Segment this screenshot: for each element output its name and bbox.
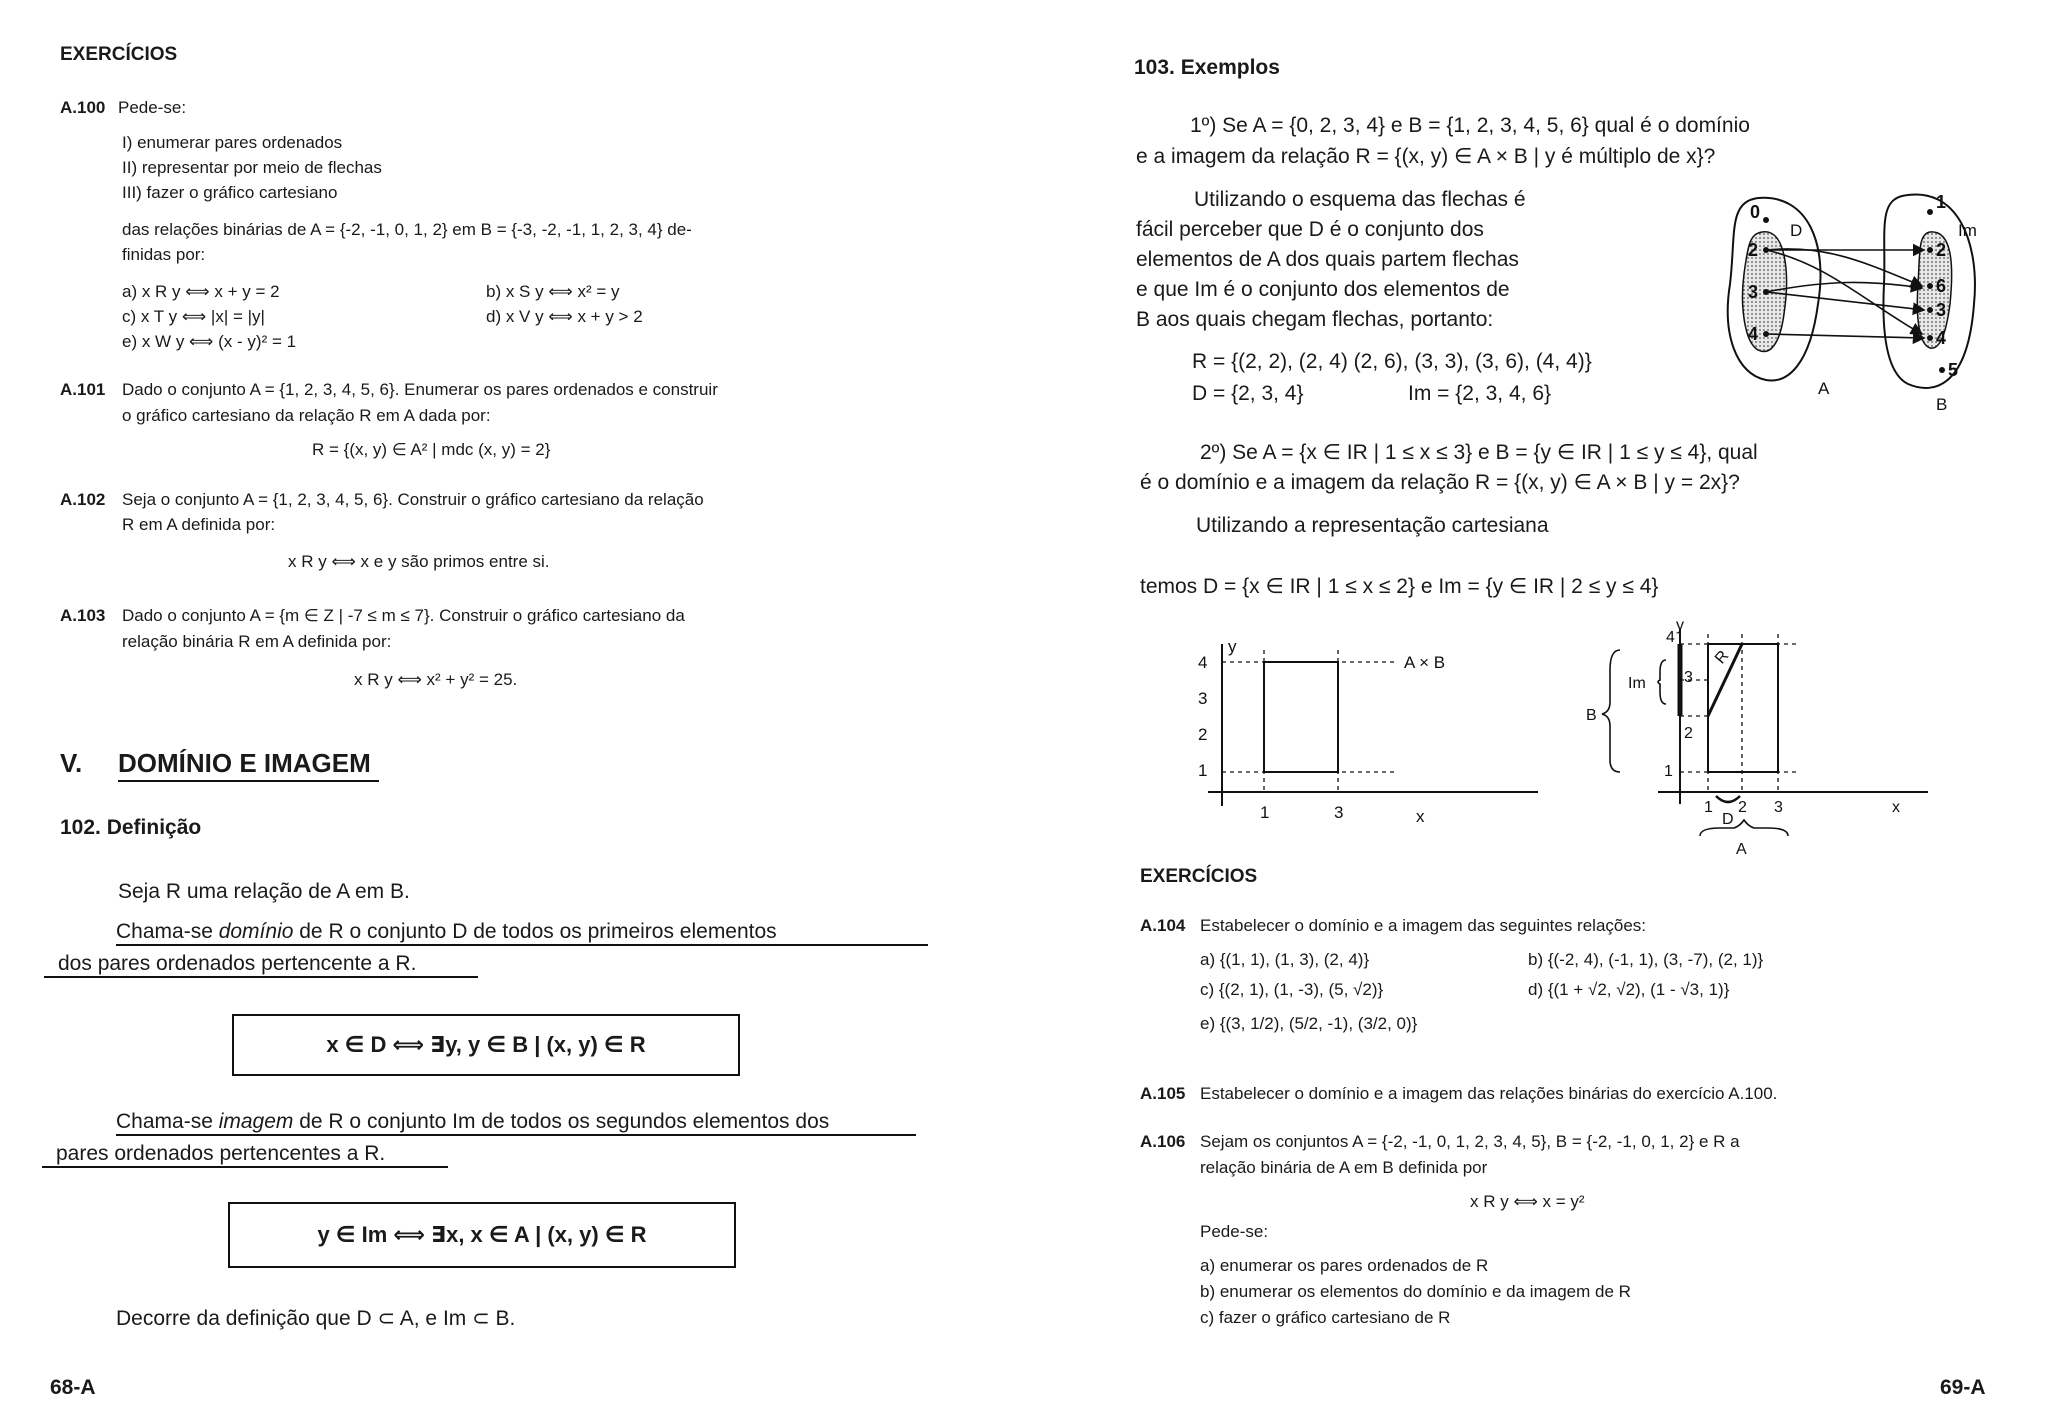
set-b-label: B	[1936, 395, 1948, 414]
exercise-code: A.102	[60, 490, 106, 509]
b-element: 1	[1936, 192, 1947, 212]
exercise-code: A.106	[1140, 1132, 1186, 1151]
y-tick: 3	[1684, 669, 1693, 686]
y-tick: 4	[1198, 653, 1208, 672]
paragraph-line: Pede-se:	[1200, 1222, 1269, 1241]
list-item: c) fazer o gráfico cartesiano de R	[1200, 1308, 1451, 1327]
paragraph-line: das relações binárias de A = {-2, -1, 0, 1, 2} em B = {-3, -2, -1, 1, 2, 3, 4} de-	[122, 220, 692, 239]
a-element: 4	[1748, 324, 1759, 344]
paragraph-line: Dado o conjunto A = {m ∈ Z | -7 ≤ m ≤ 7}. Construir o gráfico cartesiano da	[122, 606, 685, 625]
relation-e: e) x W y ⟺ (x - y)² = 1	[122, 332, 297, 351]
paragraph-line: Estabelecer o domínio e a imagem das relações binárias do exercício A.100.	[1200, 1084, 1778, 1103]
y-axis-label: y	[1228, 637, 1237, 656]
d-label: D	[1790, 221, 1803, 240]
paragraph-line: relação binária de A em B definida por	[1200, 1158, 1488, 1177]
paragraph-line: Estabelecer o domínio e a imagem das seguintes relações:	[1200, 916, 1647, 935]
relation-a: a) {(1, 1), (1, 3), (2, 4)}	[1200, 950, 1370, 969]
right-page	[1060, 0, 2040, 1427]
graph-relation	[1568, 620, 1948, 870]
relation-arrows	[1766, 249, 1924, 338]
page-number: 69-A	[1940, 1376, 1986, 1399]
paragraph-line: Sejam os conjuntos A = {-2, -1, 0, 1, 2, 3, 4, 5}, B = {-2, -1, 0, 1, 2} e R a	[1200, 1132, 1740, 1151]
x-tick: 3	[1334, 803, 1344, 822]
left-page	[0, 0, 1020, 1427]
example1-line2: e a imagem da relação R = {(x, y) ∈ A × B | y é múltiplo de x}?	[1136, 145, 1716, 168]
y-tick: 4	[1666, 629, 1675, 646]
conclusion: Decorre da definição que D ⊂ A, e Im ⊂ B.	[116, 1307, 516, 1330]
examples-heading: 103. Exemplos	[1134, 56, 1280, 79]
paragraph-line: relação binária R em A definida por:	[122, 632, 392, 651]
relation-b: b) x S y ⟺ x² = y	[486, 282, 620, 301]
domain-set: D = {2, 3, 4}	[1192, 382, 1304, 405]
list-item: II) representar por meio de flechas	[122, 158, 382, 177]
paragraph-line: e que Im é o conjunto dos elementos de	[1136, 278, 1510, 301]
paragraph-line: elementos de A dos quais partem flechas	[1136, 248, 1519, 271]
paragraph-line: Seja o conjunto A = {1, 2, 3, 4, 5, 6}. Construir o gráfico cartesiano da relação	[122, 490, 704, 509]
exercise-intro: Pede-se:	[118, 98, 187, 117]
paragraph: Utilizando a representação cartesiana	[1196, 514, 1549, 537]
section-title: DOMÍNIO E IMAGEM	[118, 748, 379, 782]
formula: x R y ⟺ x = y²	[1470, 1192, 1585, 1211]
b-element: 2	[1936, 240, 1947, 260]
exercise-code: A.104	[1140, 916, 1186, 935]
example2-line2: é o domínio e a imagem da relação R = {(x, y) ∈ A × B | y = 2x}?	[1140, 471, 1740, 494]
relation-a: a) x R y ⟺ x + y = 2	[122, 282, 280, 301]
y-tick: 2	[1684, 725, 1693, 742]
list-item: III) fazer o gráfico cartesiano	[122, 183, 338, 202]
x-axis-label: x	[1892, 799, 1900, 816]
formula: x R y ⟺ x² + y² = 25.	[354, 670, 518, 689]
b-brace-label: B	[1586, 707, 1597, 724]
x-tick: 1	[1704, 799, 1713, 816]
example1-line1: 1º) Se A = {0, 2, 3, 4} e B = {1, 2, 3, 4, 5, 6} qual é o domínio	[1190, 114, 1750, 137]
image-set: Im = {2, 3, 4, 6}	[1408, 382, 1552, 405]
paragraph-line: finidas por:	[122, 245, 206, 264]
paragraph-line: Dado o conjunto A = {1, 2, 3, 4, 5, 6}. Enumerar os pares ordenados e construir	[122, 380, 718, 399]
relation-d: d) {(1 + √2, √2), (1 - √3, 1)}	[1528, 980, 1730, 999]
exercises-heading: EXERCÍCIOS	[1140, 866, 1258, 887]
d-label: D	[1722, 811, 1734, 828]
image-definition-line2: pares ordenados pertencentes a R.	[42, 1142, 448, 1168]
b-element: 4	[1936, 328, 1947, 348]
a-brace-label: A	[1736, 841, 1747, 858]
a-element: 0	[1750, 202, 1761, 222]
page-number: 68-A	[50, 1376, 96, 1399]
exercises-heading: EXERCÍCIOS	[60, 44, 178, 65]
formula: R = {(x, y) ∈ A² | mdc (x, y) = 2}	[312, 440, 551, 459]
paragraph-line: R em A definida por:	[122, 515, 276, 534]
example2-line1: 2º) Se A = {x ∈ IR | 1 ≤ x ≤ 3} e B = {y ∈ IR | 1 ≤ y ≤ 4}, qual	[1200, 441, 1758, 464]
term-image: imagem	[218, 1110, 294, 1133]
relation-c: c) x T y ⟺ |x| = |y|	[122, 307, 265, 326]
exercise-code: A.100	[60, 98, 106, 117]
im-label: Im	[1958, 221, 1977, 240]
domain-definition-line2: dos pares ordenados pertencente a R.	[44, 952, 478, 978]
definition-heading: 102. Definição	[60, 816, 202, 839]
domain-definition-line1: Chama-se domínio de R o conjunto D de todos os primeiros elementos	[116, 920, 928, 946]
y-tick: 3	[1198, 689, 1208, 708]
example2-result: temos D = {x ∈ IR | 1 ≤ x ≤ 2} e Im = {y ∈ IR | 2 ≤ y ≤ 4}	[1140, 575, 1659, 598]
x-tick: 1	[1260, 803, 1270, 822]
exercise-code: A.101	[60, 380, 106, 399]
list-item: I) enumerar pares ordenados	[122, 133, 343, 152]
y-tick: 1	[1664, 763, 1673, 780]
graph-a-times-b	[1188, 630, 1558, 830]
a-element: 3	[1748, 282, 1759, 302]
exercise-code: A.103	[60, 606, 106, 625]
paragraph-line: B aos quais chegam flechas, portanto:	[1136, 308, 1494, 331]
paragraph-line: Utilizando o esquema das flechas é	[1194, 188, 1526, 211]
paragraph-line: o gráfico cartesiano da relação R em A dada por:	[122, 406, 491, 425]
r-label: R	[1711, 647, 1733, 668]
x-axis-label: x	[1416, 807, 1425, 826]
paragraph-line: fácil perceber que D é o conjunto dos	[1136, 218, 1484, 241]
arrow-diagram	[1718, 184, 2014, 416]
y-tick: 1	[1198, 761, 1208, 780]
y-tick: 2	[1198, 725, 1208, 744]
x-tick: 3	[1774, 799, 1783, 816]
im-brace-label: Im	[1628, 675, 1646, 692]
set-a-label: A	[1818, 379, 1830, 398]
image-formula-box: y ∈ Im ⟺ ∃x, x ∈ A | (x, y) ∈ R	[228, 1202, 736, 1268]
a-element: 2	[1748, 240, 1759, 260]
b-element: 6	[1936, 276, 1947, 296]
formula: x R y ⟺ x e y são primos entre si.	[288, 552, 550, 571]
relation-r-set: R = {(2, 2), (2, 4) (2, 6), (3, 3), (3, 6), (4, 4)}	[1192, 350, 1592, 373]
domain-formula-box: x ∈ D ⟺ ∃y, y ∈ B | (x, y) ∈ R	[232, 1014, 740, 1076]
paragraph: Seja R uma relação de A em B.	[118, 880, 410, 903]
list-item: b) enumerar os elementos do domínio e da imagem de R	[1200, 1282, 1631, 1301]
y-axis-label: y	[1676, 620, 1684, 634]
relation-e: e) {(3, 1/2), (5/2, -1), (3/2, 0)}	[1200, 1014, 1418, 1033]
section-number: V.	[60, 748, 83, 778]
relation-c: c) {(2, 1), (1, -3), (5, √2)}	[1200, 980, 1384, 999]
exercise-code: A.105	[1140, 1084, 1186, 1103]
axb-label: A × B	[1404, 653, 1446, 672]
image-definition-line1: Chama-se imagem de R o conjunto Im de todos os segundos elementos dos	[116, 1110, 916, 1136]
relation-b: b) {(-2, 4), (-1, 1), (3, -7), (2, 1)}	[1528, 950, 1764, 969]
x-tick: 2	[1738, 799, 1747, 816]
relation-d: d) x V y ⟺ x + y > 2	[486, 307, 643, 326]
b-element: 3	[1936, 300, 1947, 320]
b-element: 5	[1948, 360, 1959, 380]
term-domain: domínio	[218, 920, 294, 943]
list-item: a) enumerar os pares ordenados de R	[1200, 1256, 1489, 1275]
